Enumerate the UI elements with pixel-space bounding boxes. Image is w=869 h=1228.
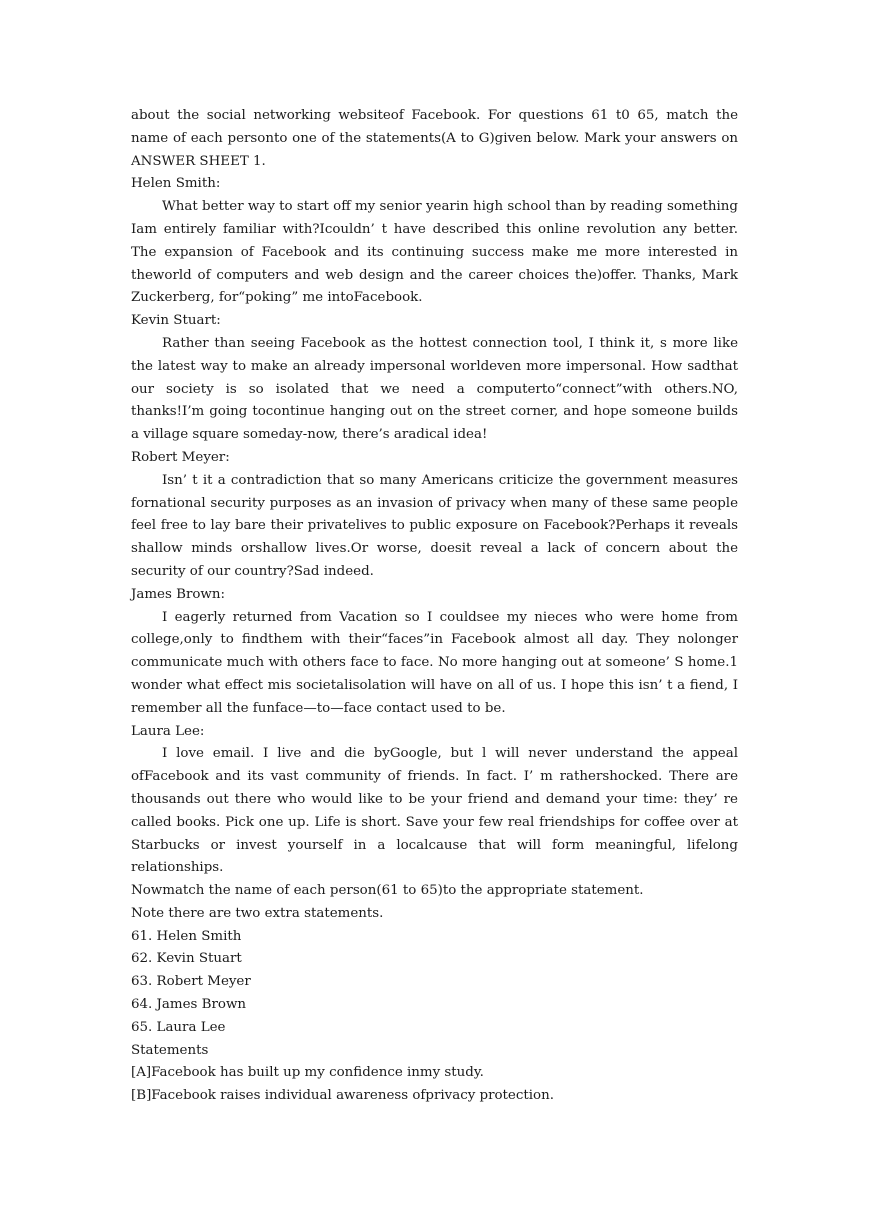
instruction-match: Nowmatch the name of each person(61 to 65)to the appropriate statement.: [131, 883, 644, 899]
comment-laura-lee: I love email. I live and die byGoogle, but l will never understand the appeal ofFacebook and its vast community of friends. In fact. I’ m rathershocked. There are thousands out there who would like to be your friend and demand your time: they’ re called books. Pick one up. Life is short. Save your few real friendships for coffee over at Starbucks or invest yourself in a localcause that will form meaningful, lifelong relationships.: [131, 746, 738, 876]
statements-heading: Statements: [131, 1042, 209, 1058]
person-name-james-brown: James Brown:: [131, 586, 226, 602]
comment-helen-smith: What better way to start off my senior yearin high school than by reading something Iam entirely familiar with?Icouldn’ t have described this online revolution any better. The expansion of Facebook and its continuing success make me more interested in theworld of computers and web design and the career choices the)offer. Thanks, Mark Zuckerberg, for“poking” me intoFacebook.: [131, 199, 738, 306]
document-page: [131, 105, 738, 1108]
person-name-laura-lee: Laura Lee:: [131, 723, 205, 739]
person-name-helen-smith: Helen Smith:: [131, 176, 221, 192]
comment-james-brown: I eagerly returned from Vacation so I couldsee my nieces who were home from college,only to findthem with their“faces”in Facebook almost all day. They nolonger communicate much with others face to face. No more hanging out at someone’ S home.1 wonder what effect mis societalisolation will have on all of us. I hope this isn’ t a fiend, I remember all the funface—to—face contact used to be.: [131, 609, 738, 716]
question-61: 61. Helen Smith: [131, 928, 242, 944]
statement-b: [B]Facebook raises individual awareness ofprivacy protection.: [131, 1088, 554, 1104]
instruction-extra: Note there are two extra statements.: [131, 905, 384, 921]
comment-kevin-stuart: Rather than seeing Facebook as the hottest connection tool, I think it, s more like the latest way to make an already impersonal worldeven more impersonal. How sadthat our society is so isolated that we need a computerto“connect”with others.NO, thanks!I’m going tocontinue hanging out on the street corner, and hope someone builds a village square someday-now, there’s aradical idea!: [131, 335, 738, 443]
question-62: 62. Kevin Stuart: [131, 951, 242, 967]
question-64: 64. James Brown: [131, 997, 247, 1013]
question-63: 63. Robert Meyer: [131, 974, 251, 990]
comment-robert-meyer: Isn’ t it a contradiction that so many Americans criticize the government measures fornational security purposes as an invasion of privacy when many of these same people feel free to lay bare their privatelives to public exposure on Facebook?Perhaps it reveals shallow minds orshallow lives.Or worse, doesit reveal a lack of concern about the security of our country?Sad indeed.: [131, 472, 738, 579]
person-name-kevin-stuart: Kevin Stuart:: [131, 313, 221, 329]
question-65: 65. Laura Lee: [131, 1019, 226, 1035]
person-name-robert-meyer: Robert Meyer:: [131, 449, 230, 465]
statement-a: [A]Facebook has built up my confidence inmy study.: [131, 1065, 484, 1081]
intro-paragraph: about the social networking websiteof Facebook. For questions 61 t0 65, match the name of each personto one of the statements(A to G)given below. Mark your answers on ANSWER SHEET 1.: [131, 108, 738, 169]
